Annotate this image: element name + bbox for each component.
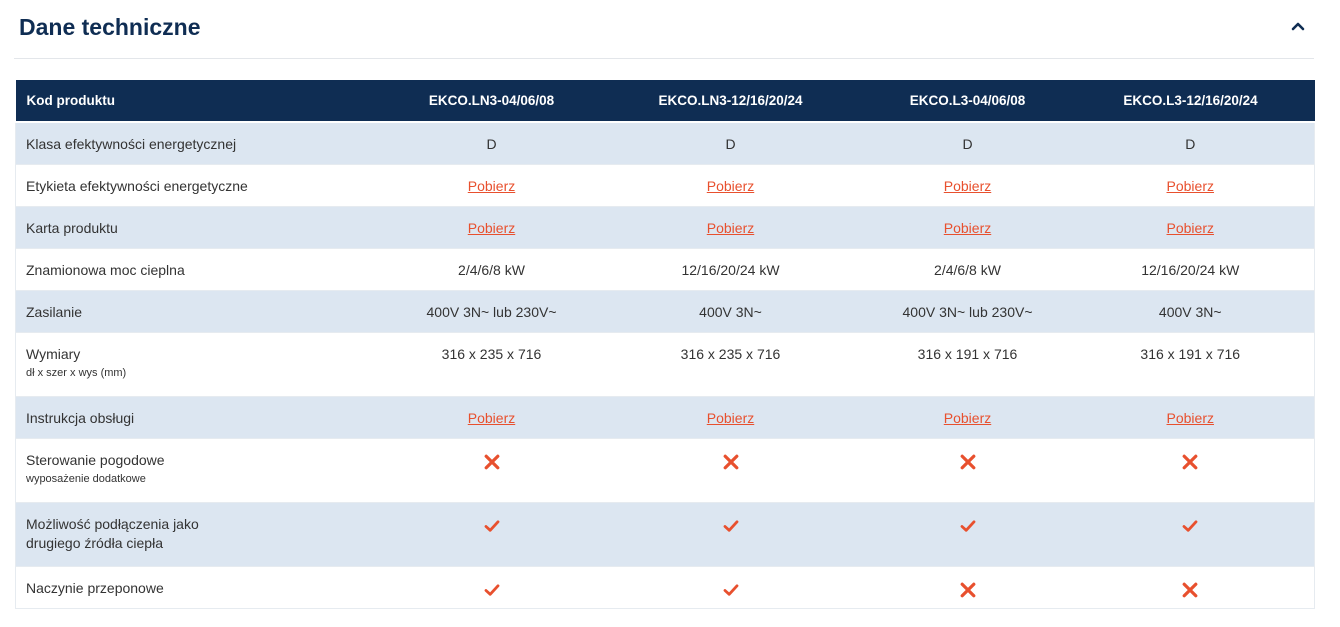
cell-value: 400V 3N~ [593,290,869,332]
section-header [14,0,1314,59]
download-link[interactable]: Pobierz [943,177,992,194]
cell-link [869,206,1067,248]
cell-mark [869,566,1067,608]
cell-link [593,396,869,438]
cell-value: 400V 3N~ [1067,290,1315,332]
cell-mark [869,438,1067,502]
cell-mark [869,502,1067,566]
column-header: EKCO.L3-04/06/08 [869,80,1067,122]
cell-mark [391,566,593,608]
download-link[interactable]: Pobierz [706,177,755,194]
row-label: drugiego źródła ciepła [26,534,163,551]
collapse-toggle[interactable] [1286,14,1310,38]
download-link[interactable]: Pobierz [706,219,755,236]
check-icon [959,517,977,535]
download-link[interactable]: Pobierz [1166,177,1214,194]
download-link[interactable]: Pobierz [467,219,516,236]
cell-link [593,206,869,248]
cross-icon [1181,581,1199,599]
cell-value: 316 x 191 x 716 [1067,332,1315,396]
download-link[interactable]: Pobierz [943,409,992,426]
table-row [16,290,1315,332]
cell-link [869,396,1067,438]
row-sublabel: wyposażenie dodatkowe [26,472,146,485]
download-link[interactable]: Pobierz [1166,409,1214,426]
table-row [16,248,1315,290]
cell-value: D [391,122,593,164]
download-link[interactable]: Pobierz [467,409,516,426]
cell-value: 12/16/20/24 kW [1067,248,1315,290]
row-label: Karta produktu [16,206,391,248]
cross-icon [959,453,977,471]
row-label: Zasilanie [16,290,391,332]
row-label: Klasa efektywności energetycznej [16,122,391,164]
table-row [16,438,1315,502]
check-icon [722,581,740,599]
cell-mark [391,502,593,566]
download-link[interactable]: Pobierz [943,219,992,236]
cross-icon [722,453,740,471]
cell-mark [1067,438,1315,502]
cross-icon [483,453,501,471]
cell-mark [593,566,869,608]
section-title: Dane techniczne [19,14,201,40]
cell-mark [391,438,593,502]
download-link[interactable]: Pobierz [706,409,755,426]
row-label: Wymiary [26,345,81,362]
cell-value: D [593,122,869,164]
cross-icon [1181,453,1199,471]
table-row [16,502,1315,566]
cell-link [869,164,1067,206]
cell-value: 2/4/6/8 kW [391,248,593,290]
table-row [16,164,1315,206]
column-header: EKCO.L3-12/16/20/24 [1067,80,1315,122]
download-link[interactable]: Pobierz [1166,219,1214,236]
cell-link [391,164,593,206]
cell-value: 316 x 235 x 716 [593,332,869,396]
cell-link [593,164,869,206]
cell-mark [593,438,869,502]
row-label: Etykieta efektywności energetyczne [16,164,391,206]
row-label: Możliwość podłączenia jako [26,515,199,532]
cross-icon [959,581,977,599]
check-icon [1181,517,1199,535]
cell-value: D [1067,122,1315,164]
cell-value: 12/16/20/24 kW [593,248,869,290]
cell-value: 400V 3N~ lub 230V~ [391,290,593,332]
row-label-cell [16,502,391,566]
column-header: Kod produktu [16,80,391,122]
chevron-up-icon [1291,21,1305,31]
table-row [16,566,1315,608]
table-row [16,206,1315,248]
download-link[interactable]: Pobierz [467,177,516,194]
column-header: EKCO.LN3-12/16/20/24 [593,80,869,122]
row-label-cell [16,438,391,502]
row-label: Sterowanie pogodowe [26,451,165,468]
cell-link [1067,164,1315,206]
cell-value: 2/4/6/8 kW [869,248,1067,290]
cell-link [391,206,593,248]
cell-value: 316 x 191 x 716 [869,332,1067,396]
row-sublabel: dł x szer x wys (mm) [26,366,127,379]
cell-value: D [869,122,1067,164]
column-header: EKCO.LN3-04/06/08 [391,80,593,122]
cell-mark [1067,502,1315,566]
check-icon [483,517,501,535]
cell-value: 316 x 235 x 716 [391,332,593,396]
cell-link [391,396,593,438]
table-row [16,122,1315,164]
cell-link [1067,396,1315,438]
cell-mark [1067,566,1315,608]
check-icon [722,517,740,535]
row-label: Instrukcja obsługi [16,396,391,438]
specs-table [15,80,1315,609]
table-row [16,332,1315,396]
row-label: Znamionowa moc cieplna [16,248,391,290]
cell-mark [593,502,869,566]
table-header-row [16,80,1315,122]
cell-value: 400V 3N~ lub 230V~ [869,290,1067,332]
table-row [16,396,1315,438]
row-label-cell [16,332,391,396]
row-label: Naczynie przeponowe [16,566,391,608]
check-icon [483,581,501,599]
cell-link [1067,206,1315,248]
